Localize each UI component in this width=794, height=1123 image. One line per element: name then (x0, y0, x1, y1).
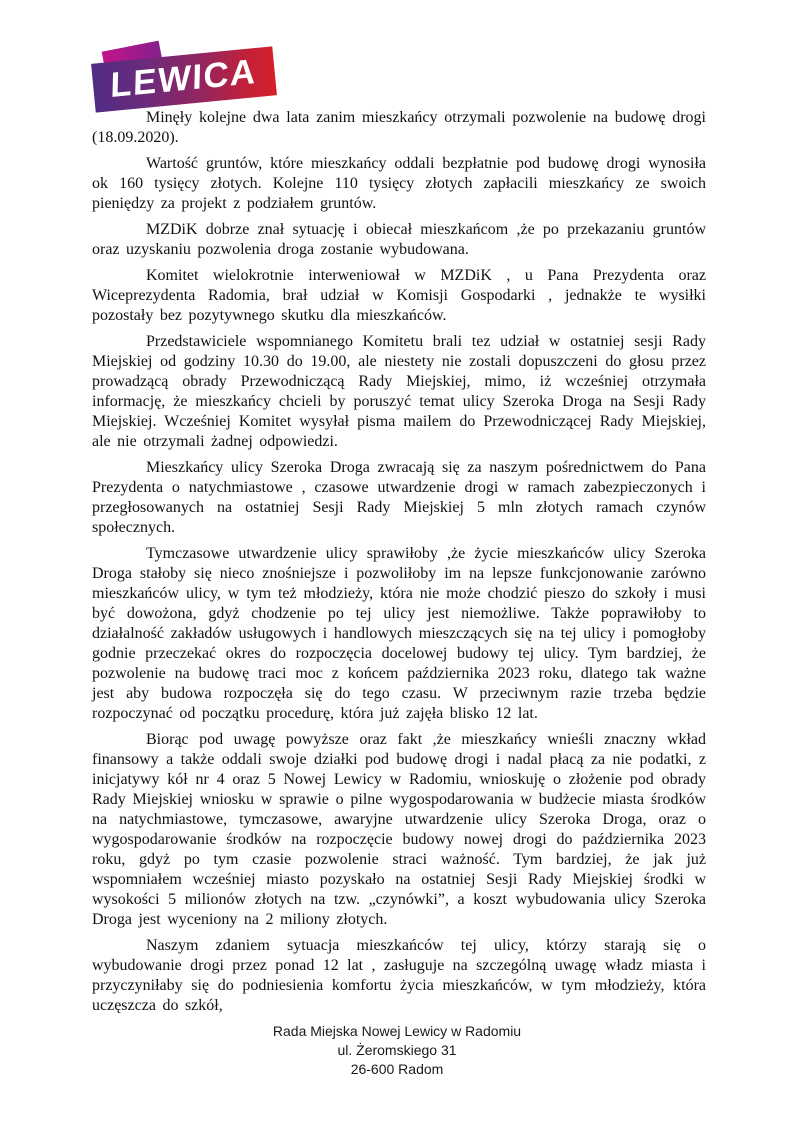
letter-body (92, 108, 706, 1022)
letter-paragraph-4: Komitet wielokrotnie interweniował w MZDiK , u Pana Prezydenta oraz Wiceprezydenta Radomia, brał udział w Komisji Gospodarki , jednakże te wysiłki pozostały bez pozytywnego skutku dla mieszkańców. (92, 267, 706, 324)
letter-paragraph-2: Wartość gruntów, które mieszkańcy oddali bezpłatnie pod budowę drogi wynosiła ok 160 tysięcy złotych. Kolejne 110 tysięcy złotych zapłacili mieszkańcy ze swoich pieniędzy za projekt z podziałem gruntów. (92, 155, 706, 212)
letter-paragraph-7: Tymczasowe utwardzenie ulicy sprawiłoby ,że życie mieszkańców ulicy Szeroka Droga stałoby się nieco znośniejsze i pozwoliłoby im na lepsze funkcjonowanie zarówno mieszkańców ulicy, w tym też młodzieży, która nie może chodzić pieszo do szkoły i musi być dowożona, gdyż chodzenie po tej ulicy jest niemożliwe. Także poprawiłoby to działalność zakładów usługowych i handlowych mieszczących się na tej ulicy i pomogłoby godnie przeczekać okres do rozpoczęcia docelowej budowy tej ulicy. Tym bardziej, że pozwolenie na budowę traci moc z końcem października 2023 roku, dlatego tak ważne jest aby budowa rozpoczęła się do tego czasu. W przeciwnym razie trzeba będzie rozpoczynać od początku procedurę, która już zajęła blisko 12 lat. (92, 545, 706, 722)
logo-wordmark: LEWICA (110, 51, 258, 106)
letter-paragraph-6: Mieszkańcy ulicy Szeroka Droga zwracają się za naszym pośrednictwem do Pana Prezydenta o natychmiastowe , czasowe utwardzenie drogi w ramach zabezpieczonych i przegłosowanych na ostatniej Sesji Rady Miejskiej 5 mln złotych ramach czynów społecznych. (92, 459, 706, 536)
footer-line-organization: Rada Miejska Nowej Lewicy w Radomiu (272, 1023, 522, 1039)
letter-paragraph-8: Biorąc pod uwagę powyższe oraz fakt ,że mieszkańcy wnieśli znaczny wkład finansowy a także oddali swoje działki pod budowę drogi i nadal płacą za nie podatki, z inicjatywy kół nr 4 oraz 5 Nowej Lewicy w Radomiu, wnioskuję o złożenie pod obrady Rady Miejskiej wniosku w sprawie o pilne wygospodarowania w budżecie miasta środków na natychmiastowe, tymczasowe, awaryjne utwardzenie ulicy Szeroka Droga, oraz o wygospodarowanie środków na rozpoczęcie budowy nowej drogi do października 2023 roku, gdyż po tym czasie pozwolenie straci ważność. Tym bardziej, że jak już wspomniałem wcześniej miasto pozyskało na ostatniej Sesji Rady Miejskiej środki w wysokości 5 milionów złotych na tzw. „czynówki”, a koszt wybudowania ulicy Szeroka Droga jest wyceniony na 2 miliony złotych. (92, 731, 706, 928)
letter-paragraph-9: Naszym zdaniem sytuacja mieszkańców tej ulicy, którzy starają się o wybudowanie drogi przez ponad 12 lat , zasługuje na szczególną uwagę władz miasta i przyczyniłaby się do podniesienia komfortu życia mieszkańców, w tym młodzieży, która uczęszcza do szkół, (92, 937, 706, 1014)
footer-line-city: 26-600 Radom (350, 1061, 444, 1077)
letter-paragraph-3: MZDiK dobrze znał sytuację i obiecał mieszkańcom ,że po przekazaniu gruntów oraz uzyskaniu pozwolenia droga zostanie wybudowana. (92, 221, 706, 258)
letter-paragraph-1: Minęły kolejne dwa lata zanim mieszkańcy otrzymali pozwolenie na budowę drogi (18.09.2020). (92, 109, 706, 146)
letter-paragraph-5: Przedstawiciele wspomnianego Komitetu brali tez udział w ostatniej sesji Rady Miejskiej od godziny 10.30 do 19.00, ale niestety nie zostali dopuszczeni do głosu przez prowadzącą obrady Przewodniczącą Rady Miejskiej, mimo, iż wcześniej otrzymała informację, że mieszkańcy chcieli by poruszyć temat ulicy Szeroka Droga na Sesji Rady Miejskiej. Wcześniej Komitet wysyłał pisma mailem do Przewodniczącej Rady Miejskiej, ale nie otrzymali żadnej odpowiedzi. (92, 333, 706, 450)
footer-address (0, 1022, 794, 1079)
lewica-logo (93, 42, 278, 114)
footer-line-street: ul. Żeromskiego 31 (337, 1042, 457, 1058)
